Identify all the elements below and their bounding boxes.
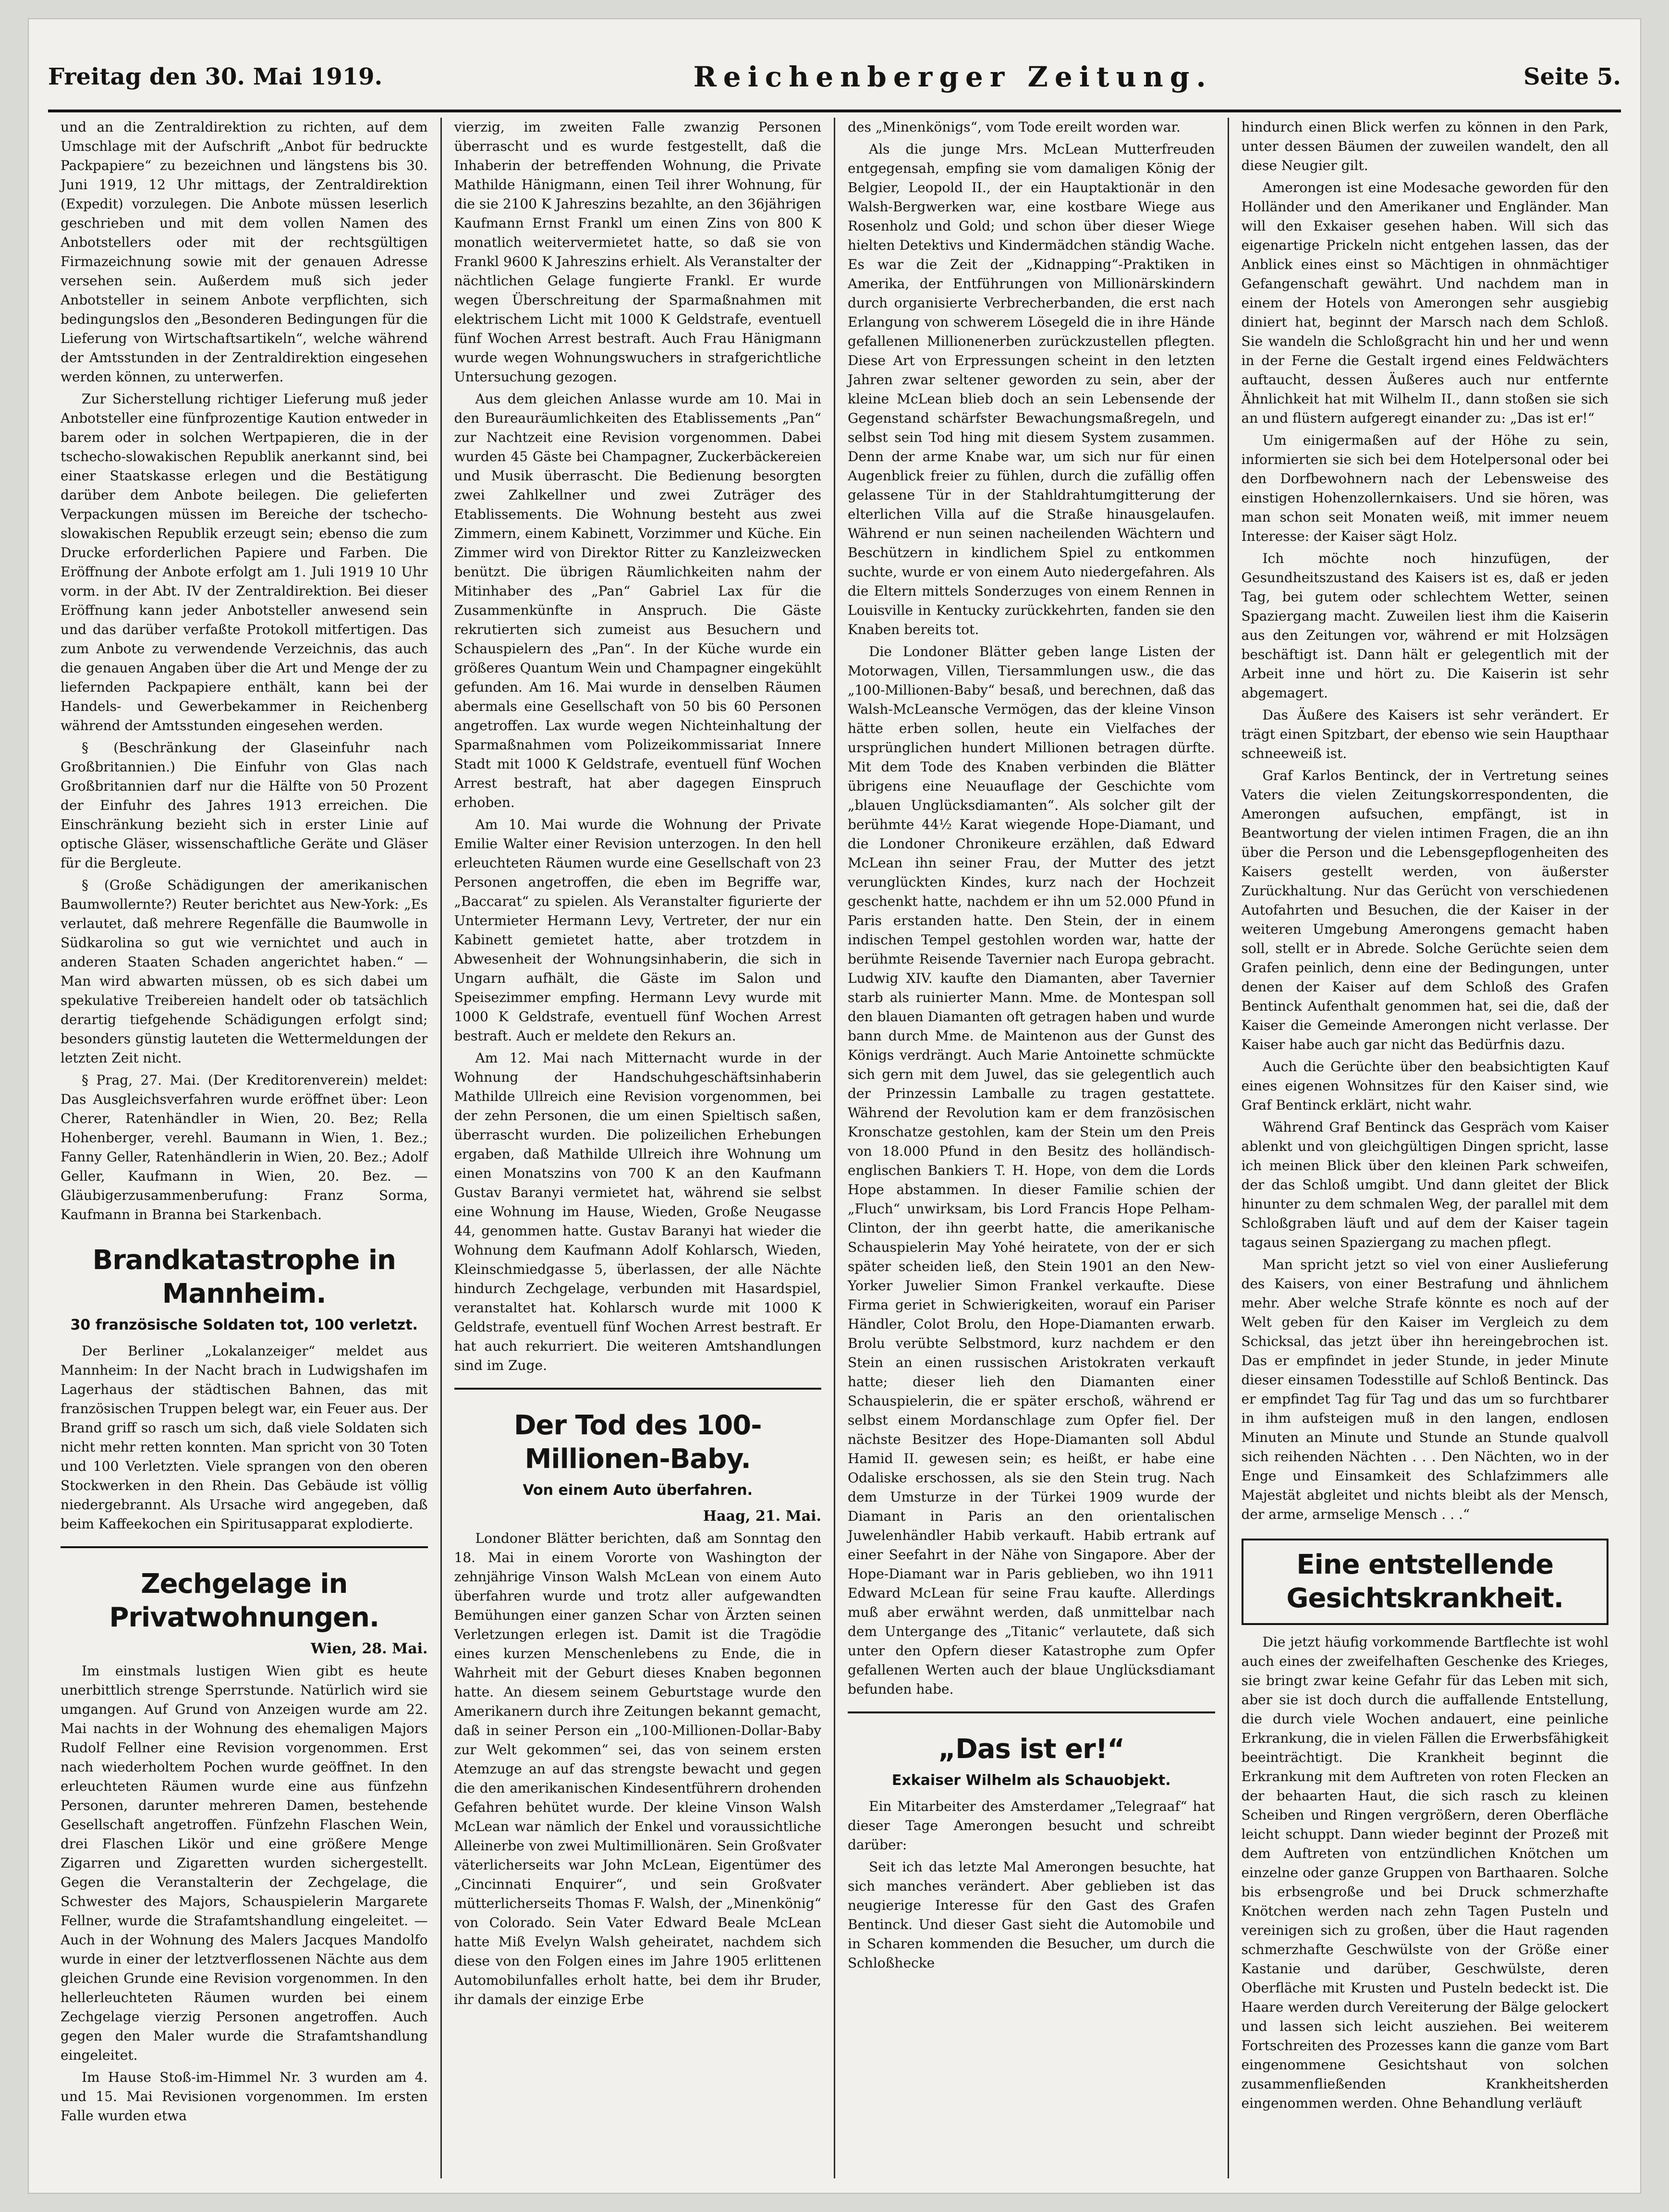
subheadline: Von einem Auto überfahren. [523,1482,753,1499]
paragraph: Seit ich das letzte Mal Amerongen besuchte, hat sich manches verändert. Aber geblieben ist das neugierige Interesse für den Gast des Grafen Bentinck. Und dieser Gast sieht die Automobile und in Scharen kommenden die Besucher, um durch die Schloßhecke [848,1859,1215,1971]
column-3 [835,118,1229,2178]
paragraph: Aus dem gleichen Anlasse wurde am 10. Mai in den Bureauräumlichkeiten des Etablissements „Pan“ zur Nachtzeit eine Revision vorgenommen. Dabei wurden 45 Gäste bei Champagner, Zuckerbäckereien und Musik überrascht. Die Bedienung besorgten zwei Zahlkellner und zwei Zuträger des Etablissements. Die Wohnung besteht aus zwei Zimmern, einem Kabinett, Vorzimmer und Küche. Ein Zimmer wird von Direktor Ritter zu Kanzleizwecken benützt. Die übrigen Räumlichkeiten nahm der Mitinhaber des „Pan“ Gabriel Lax für die Zusammenkünfte in Anspruch. Die Gäste rekrutierten sich zumeist aus Besuchern und Schauspielern des „Pan“. In der Küche wurde ein größeres Quantum Wein und Champagner eingekühlt gefunden. Am 16. Mai wurde in denselben Räumen abermals eine Gesellschaft von 50 bis 60 Personen angetroffen. Lax wurde wegen Nichteinhaltung der Sparmaßnahmen vom Polizeikommissariat Innere Stadt mit 1000 K Geldstrafe, eventuell fünf Wochen Arrest bestraft, hat aber dagegen Einspruch erhoben. [454,391,821,810]
divider [848,1711,1215,1713]
masthead: Reichenberger Zeitung. [693,61,1213,93]
paragraph: Auch die Gerüchte über den beabsichtigten Kauf eines eigenen Wohnsitzes für den Kaiser sind, wie Graf Bentinck erklärt, nicht wahr. [1241,1059,1608,1113]
page-number: Seite 5. [1523,63,1621,90]
column-1 [48,118,442,2178]
column-4 [1229,118,1621,2178]
paragraph: Der Berliner „Lokalanzeiger“ meldet aus Mannheim: In der Nacht brach in Ludwigshafen im Lagerhaus der städtischen Bahnen, das mit französischen Truppen belegt war, ein Feuer aus. Der Brand griff so rasch um sich, daß viele Soldaten sich nicht mehr retten konnten. Man spricht von 30 Toten und 100 Verletzten. Viele sprangen von den oberen Stockwerken in den Rhein. Das Gebäude ist völlig niedergebrannt. Als Ursache wird angegeben, daß beim Kaffeekochen ein Spiritusapparat explodierte. [61,1343,428,1532]
paragraph: Während Graf Bentinck das Gespräch vom Kaiser ablenkt und von gleichgültigen Dingen spricht, lasse ich meinen Blick über den kleinen Park schweifen, der das Schloß umgibt. Und dann gleitet der Blick hinunter zu dem schmalen Weg, der parallel mit dem Schloßgraben läuft und auf dem der Kaiser tagein tagaus seinen Spaziergang zu machen pflegt. [1241,1119,1608,1250]
paragraph: hindurch einen Blick werfen zu können in den Park, unter dessen Bäumen der zuweilen wandelt, den all diese Neugier gilt. [1241,119,1608,173]
paragraph: Amerongen ist eine Modesache geworden für den Holländer und den Amerikaner und Engländer. Man will den Exkaiser gesehen haben. Will sich das eigenartige Prickeln nicht entgehen lassen, das der Anblick eines einst so Mächtigen in ohnmächtiger Gefangenschaft gewährt. Und nachdem man in einem der Hotels von Amerongen sehr ausgiebig diniert hat, beginnt der Marsch nach dem Schloß. Sie wandeln die Schloßgracht hin und her und wenn in der Ferne die Gestalt irgend eines Feldwächters auftaucht, dessen Äußeres auch nur entfernte Ähnlichkeit hat mit Wilhelm II., dann stoßen sie sich an und flüstern aufgeregt einander zu: „Das ist er!“ [1241,180,1608,426]
headline-zechgelage: Zechgelage in Privatwohnungen. [109,1568,379,1633]
paragraph: § (Beschränkung der Glaseinfuhr nach Großbritannien.) Die Einfuhr von Glas nach Großbritannien darf nur die Hälfte von 50 Prozent der Einfuhr des Jahres 1913 erreichen. Die Einschränkung bezieht sich in erster Linie auf optische Gläser, wissenschaftliche Geräte und Gläser für die Bergleute. [61,740,428,871]
dateline: Haag, 21. Mai. [703,1508,821,1525]
subheadline: 30 französische Soldaten tot, 100 verletzt. [70,1317,418,1333]
paragraph: Graf Karlos Bentinck, der in Vertretung seines Vaters die vielen Zeitungskorrespondenten, die Amerongen aufsuchen, empfängt, ist in Beantwortung der vielen intimen Fragen, die an ihn über die Person und die Lebensgepflogenheiten des Kaisers gestellt werden, von äußerster Zurückhaltung. Nur das Gerücht von verschiedenen Autofahrten und Besuchen, die der Kaiser in der weiteren Umgebung Amerongens gemacht haben soll, stellt er in Abrede. Solche Gerüchte seien dem Grafen peinlich, denn eine der Bedingungen, unter denen der Kaiser auf dem Schloß des Grafen Bentinck Aufenthalt genommen hat, sei die, daß der Kaiser die Gemeinde Amerongen nicht verlasse. Der Kaiser habe auch gar nicht das Bedürfnis dazu. [1241,768,1608,1052]
paragraph: Im Hause Stoß-im-Himmel Nr. 3 wurden am 4. und 15. Mai Revisionen vorgenommen. Im ersten Falle wurden etwa [61,2069,428,2124]
paragraph: Im einstmals lustigen Wien gibt es heute unerbittlich strenge Sperrstunde. Natürlich wird sie umgangen. Auf Grund von Anzeigen wurde am 22. Mai nachts in der Wohnung des ehemaligen Majors Rudolf Fellner eine Revision vorgenommen. Erst nach wiederholtem Pochen wurde geöffnet. In den erleuchteten Räumen wurde eine aus fünfzehn Personen, darunter mehreren Damen, bestehende Gesellschaft angetroffen. Fünfzehn Flaschen Wein, drei Flaschen Likör und eine größere Menge Zigarren und Zigaretten wurden sichergestellt. Gegen die Veranstalterin der Zechgelage, die Schwester des Majors, Schauspielerin Margarete Fellner, wurde die Strafamtshandlung eingeleitet. — Auch in der Wohnung des Malers Jacques Mandolfo wurde in einer der letztverflossenen Nächte aus dem gleichen Grunde eine Revision vorgenommen. In den hellerleuchteten Räumen wurden bei einem Zechgelage vierzig Personen angetroffen. Auch gegen den Maler wurde die Strafamtshandlung eingeleitet. [61,1663,428,2063]
columns [48,118,1621,2178]
headline-100-millionen-baby: Der Tod des 100-Millionen-Baby. [514,1410,762,1475]
paragraph: Die Londoner Blätter geben lange Listen der Motorwagen, Villen, Tiersammlungen usw., die das „100-Millionen-Baby“ besaß, und berechnen, daß das Walsh-McLeansche Vermögen, das der kleine Vinson hätte erben sollen, heute ein Vielfaches der ursprünglichen hundert Millionen betragen dürfte. Mit dem Tode des Knaben verbinden die Blätter übrigens eine Neuauflage der Geschichte vom „blauen Unglücksdiamanten“. Als solcher gilt der berühmte 44½ Karat wiegende Hope-Diamant, und die Londoner Chronikeure erzählen, daß Edward McLean ihn seiner Frau, der Mutter des jetzt verunglückten Kindes, kurz nach der Hochzeit geschenkt hatte, nachdem er ihn um 52.000 Pfund in Paris erstanden hatte. Den Stein, der in einem indischen Tempel gestohlen worden war, hatte der berühmte Reisende Tavernier nach Europa gebracht. Ludwig XIV. kaufte den Diamanten, aber Tavernier starb als ruinierter Mann. Mme. de Montespan soll den blauen Diamanten oft getragen haben und wurde bann durch Mme. de Maintenon aus der Gunst des Königs verdrängt. Auch Marie Antoinette schmückte sich gern mit dem Juwel, das sie gelegentlich auch der Prinzessin Lamballe zu tragen gestattete. Während der Revolution kam er dem französischen Kronschatze gestohlen, kam der Stein um den Preis von 18.000 Pfund in den Besitz des holländisch-englischen Bankiers T. H. Hope, von dem die Lords Hope abstammen. In dieser Familie schien der „Fluch“ unwirksam, bis Lord Francis Hope Pelham-Clinton, der ihn geerbt hatte, die amerikanische Schauspielerin May Yohé heiratete, von der er sich später scheiden ließ, den Stein 1901 an den New-Yorker Juwelier Simon Frankel verkaufte. Diese Firma geriet in Schwierigkeiten, worauf ein Pariser Händler, Colot Brolu, den Hope-Diamanten erwarb. Brolu verübte Selbstmord, kurz nachdem er den Stein an einen russischen Aristokraten verkauft hatte; dieser lieh den Diamanten einer Schauspielerin, die er später erschoß, während er selbst einem Mordanschlage zum Opfer fiel. Der nächste Besitzer des Hope-Diamanten soll Abdul Hamid II. gewesen sein; es heißt, er habe eine Odaliske erschossen, als sie den Stein trug. Nach dem Umsturze in der Türkei 1909 wurde der Diamant in Paris an den orientalischen Juwelenhändler Habib verkauft. Habib ertrank auf einer Seefahrt in der Nähe von Singapore. Aber der Hope-Diamant war in Paris geblieben, wo ihn 1911 Edward McLean für seine Frau kaufte. Allerdings muß aber erwähnt werden, daß unmittelbar nach dem Untergange des „Titanic“ verlautete, daß sich unter den Opfern dieser Katastrophe zum Opfer gefallenen Werten auch der blaue Unglücksdiamant befunden habe. [848,644,1215,1697]
headline-box [1242,1539,1609,1625]
headline-brandkatastrophe: Brandkatastrophe in Mannheim. [92,1245,396,1309]
paragraph: Londoner Blätter berichten, daß am Sonntag den 18. Mai in einem Vororte von Washington der zehnjährige Vinson Walsh McLean von einem Auto überfahren wurde und trotz aller aufgewandten Bemühungen einer ganzen Schar von Ärzten seinen Verletzungen erlegen ist. Damit ist die Tragödie eines kurzen Menschenlebens zu Ende, die in Wahrheit mit der Geburt dieses Knaben begonnen hatte. An diesem seinem Geburtstage wurde den Amerikanern durch ihre Zeitungen bekannt gemacht, daß in seiner Person ein „100-Millionen-Dollar-Baby zur Welt gekommen“ sei, das von seinem ersten Atemzuge an auf das strengste bewacht und gegen die den amerikanischen Kindesentführern drohenden Gefahren behütet wurde. Der kleine Vinson Walsh McLean war nämlich der Enkel und voraussichtliche Alleinerbe von zwei Multimillionären. Sein Großvater väterlicherseits war John McLean, Eigentümer des „Cincinnati Enquirer“, und sein Großvater mütterlicherseits Thomas F. Walsh, der „Minenkönig“ von Colorado. Sein Vater Edward Beale McLean hatte Miß Evelyn Walsh geheiratet, nachdem sich diese von den Folgen eines im Jahre 1905 erlittenen Automobilunfalles erholt hatte, bei dem ihr Bruder, ihr damals der einzige Erbe [454,1530,821,2007]
newspaper-page [29,19,1640,2193]
divider [61,1546,428,1548]
header-rule [48,110,1621,112]
paragraph: Das Äußere des Kaisers ist sehr verändert. Er trägt einen Spitzbart, der ebenso wie sein Haupthaar schneeweiß ist. [1241,707,1608,761]
issue-date: Freitag den 30. Mai 1919. [48,63,383,90]
paragraph: des „Minenkönigs“, vom Tode ereilt worden war. [848,119,1181,135]
paragraph: Um einigermaßen auf der Höhe zu sein, informierten sie sich bei dem Hotelpersonal oder bei den Dorfbewohnern nach der Lebensweise des einstigen Hohenzollernkaisers. Und sie hören, was man schon seit Monaten weiß, mit immer neuem Interesse: der Kaiser sägt Holz. [1241,432,1608,544]
headline-das-ist-er: „Das ist er!“ [938,1734,1125,1765]
divider [454,1388,822,1390]
headline-gesichtskrankheit: Eine entstellende Gesichtskrankheit. [1286,1549,1563,1614]
paragraph: Am 12. Mai nach Mitternacht wurde in der Wohnung der Handschuhgeschäftsinhaberin Mathilde Ullreich eine Revision vorgenommen, bei der zehn Personen, die um einen Spieltisch saßen, überrascht wurden. Die polizeilichen Erhebungen ergaben, daß Mathilde Ullreich ihre Wohnung um einen Monatszins von 700 K an den Kaufmann Gustav Baranyi vermietet hat, während sie selbst eine Wohnung im Hause, Wieden, Große Neugasse 44, genommen hatte. Gustav Baranyi hat wieder die Wohnung dem Kaufmann Adolf Kohlarsch, Wieden, Kleinschmiedgasse 5, überlassen, der alle Nächte hindurch Zechgelage, verbunden mit Hasardspiel, veranstaltet hat. Kohlarsch wurde mit 1000 K Geldstrafe, eventuell fünf Wochen Arrest bestraft. Er hat auch rekurriert. Die weiteren Amtshandlungen sind im Zuge. [454,1050,821,1373]
paragraph: Als die junge Mrs. McLean Mutterfreuden entgegensah, empfing sie vom damaligen König der Belgier, Leopold II., der ein Hauptaktionär in den Walsh-Bergwerken war, eine kostbare Wiege aus Rosenholz und Gold; und schon über dieser Wiege hielten Detektivs und Kindermädchen ständig Wache. Es war die Zeit der „Kidnapping“-Praktiken in Amerika, der Entführungen von Millionärskindern durch organisierte Verbrecherbanden, die erst nach Erlangung von schwerem Lösegeld die in ihre Hände gefallenen Millionenerben zurückzustellen pflegten. Diese Art von Erpressungen scheint in den letzten Jahren zwar seltener geworden zu sein, aber der kleine McLean blieb doch an sein Lebensende der Gegenstand schärfster Bewachungsmaßregeln, und selbst sein Tod hing mit diesem System zusammen. Denn der arme Knabe war, um sich nur für einen Augenblick freier zu fühlen, durch die zufällig offen gelassene Tür in der Stahldrahtumgitterung der elterlichen Villa auf die Straße hinausgelaufen. Während er nun seinen nacheilenden Wächtern und Beschützern in kindlichem Spiel zu entkommen suchte, wurde er von einem Auto niedergefahren. Als die Eltern mittels Sonderzuges von einem Rennen in Louisville in Kentucky zurückkehrten, fanden sie den Knaben bereits tot. [848,141,1215,637]
paragraph: § Prag, 27. Mai. (Der Kreditorenverein) meldet: Das Ausgleichsverfahren wurde eröffnet über: Leon Cherer, Ratenhändler in Wien, 20. Bez; Rella Hohenberger, verehl. Baumann in Wien, 1. Bez.; Fanny Geller, Ratenhändlerin in Wien, 20. Bez.; Adolf Geller, Kaufmann in Wien, 20. Bez. — Gläubigerzusammenberufung: Franz Sorma, Kaufmann in Branna bei Starkenbach. [61,1072,428,1222]
paragraph: Man spricht jetzt so viel von einer Auslieferung des Kaisers, von einer Bestrafung und ähnlichem mehr. Aber welche Strafe könnte es noch auf der Welt geben für den Kaiser im Vergleich zu dem Schicksal, das jetzt über ihn hereingebrochen ist. Das er empfindet in jeder Stunde, in jeder Minute dieser einsamen Todesstille auf Schloß Bentinck. Das er empfindet Tag für Tag und das um so furchtbarer in ihm aufsteigen muß in den langen, endlosen Minuten an Minute und Stunde an Stunde qualvoll sich reihenden Nächten . . . Den Nächten, wo in der Enge und Einsamkeit des Schlafzimmers alle Majestät abgleitet und nichts bleibt als der Mensch, der arme, armselige Mensch . . .“ [1241,1257,1608,1522]
column-2 [442,118,836,2178]
paragraph: Ich möchte noch hinzufügen, der Gesundheitszustand des Kaisers ist es, daß er jeden Tag, bei gutem oder schlechtem Wetter, seinen Spaziergang macht. Zuweilen liest ihm die Kaiserin aus den Zeitungen vor, während er mit Holzsägen beschäftigt ist. Dann hält er gelegentlich mit der Arbeit inne und hört zu. Die Kaiserin ist sehr abgemagert. [1241,550,1608,701]
subheadline: Exkaiser Wilhelm als Schauobjekt. [891,1772,1171,1789]
paragraph: § (Große Schädigungen der amerikanischen Baumwollernte?) Reuter berichtet aus New-York: „Es verlautet, daß mehrere Regenfälle die Baumwolle in Südkarolina so gut wie vernichtet und auch in anderen Staaten Schaden angerichtet haben.“ — Man wird abwarten müssen, ob es sich dabei um spekulative Treibereien handelt oder ob tatsächlich derartig tiefgehende Schädigungen erfolgt sind; besonders günstig lauteten die Wettermeldungen der letzten Zeit nicht. [61,877,428,1066]
paragraph: Zur Sicherstellung richtiger Lieferung muß jeder Anbotsteller eine fünfprozentige Kaution entweder in barem oder in solchen Wertpapieren, die in der tschecho-slowakischen Republik anerkannt sind, bei einer Staatskasse erlegen und die Bestätigung darüber dem Anbote beilegen. Die gelieferten Verpackungen müssen im Bereiche der tschecho-slowakischen Republik erzeugt sein; ebenso die zum Drucke erforderlichen Papiere und Farben. Die Eröffnung der Anbote erfolgt am 1. Juli 1919 10 Uhr vorm. in der Abt. IV der Zentraldirektion. Bei dieser Eröffnung kann jeder Anbotsteller anwesend sein und das darüber verfaßte Protokoll mitfertigen. Das zum Anbote zu verwendende Verzeichnis, das auch die genauen Angaben über die Art und Menge der zu liefernden Packpapiere enthält, kann bei der Handels- und Gewerbekammer in Reichenberg während der Amtsstunden eingesehen werden. [61,391,428,733]
page-header [48,48,1621,106]
paragraph: vierzig, im zweiten Falle zwanzig Personen überrascht und es wurde festgestellt, daß die Inhaberin der betreffenden Wohnung, die Private Mathilde Hänigmann, einen Teil ihrer Wohnung, für die sie 2100 K Jahreszins bezahlte, an den 36jährigen Kaufmann Ernst Frankl um einen Zins von 800 K monatlich weitervermietet hatte, so daß sie von Frankl 9600 K Jahreszins erhielt. Als Veranstalter der nächtlichen Gelage fungierte Frankl. Er wurde wegen Überschreitung der Sparmaßnahmen mit elektrischem Licht mit 1000 K Geldstrafe, eventuell fünf Wochen Arrest bestraft. Auch Frau Hänigmann wurde wegen Wohnungswuchers in strafgerichtliche Untersuchung gezogen. [454,119,821,385]
paragraph: Die jetzt häufig vorkommende Bartflechte ist wohl auch eines der zweifelhaften Geschenke des Krieges, sie bringt zwar keine Gefahr für das Leben mit sich, aber sie ist doch durch die auffallende Entstellung, die durch viele Wochen andauert, eine peinliche Erkrankung, die in vielen Fällen die Erwerbsfähigkeit beeinträchtigt. Die Krankheit beginnt die Erkrankung mit dem Auftreten von roten Flecken an der behaarten Haut, die sich rasch zu kleinen Scheiben und Ringen vergrößern, deren Oberfläche leicht schuppt. Dann wieder beginnt der Prozeß mit dem Auftreten von entzündlichen Knötchen um einzelne oder ganze Gruppen von Barthaaren. Solche bis erbsengroße und bei Druck schmerzhafte Knötchen werden nach zehn Tagen Pusteln und vereinigen sich zu großen, über die Haut ragenden schmerzhafte Geschwülste von der Größe einer Kastanie und darüber, Geschwülste, deren Oberfläche mit Krusten und Pusteln bedeckt ist. Die Haare werden durch Vereiterung der Bälge gelockert und lassen sich leicht ausziehen. Bei weiterem Fortschreiten des Prozesses kann die ganze vom Bart eingenommene Gesichtshaut von solchen zusammenfließenden Krankheitsherden eingenommen werden. Ohne Behandlung verläuft [1241,1634,1608,2111]
paragraph: Ein Mitarbeiter des Amsterdamer „Telegraaf“ hat dieser Tage Amerongen besucht und schreibt darüber: [848,1798,1215,1853]
paragraph: und an die Zentraldirektion zu richten, auf dem Umschlage mit der Aufschrift „Anbot für bedruckte Packpapiere“ zu bezeichnen und längstens bis 30. Juni 1919, 12 Uhr mittags, der Zentraldirektion (Expedit) vorzulegen. Die Anbote müssen leserlich geschrieben und mit dem vollen Namen des Anbotstellers oder mit der rechtsgültigen Firmazeichnung sowie mit der genauen Adresse versehen sein. Außerdem muß sich jeder Anbotsteller in seinem Anbote verpflichten, sich bedingungslos den „Besonderen Bedingungen für die Lieferung von Wirtschaftsartikeln“, welche während der Amtsstunden in der Zentraldirektion eingesehen werden können, zu unterwerfen. [61,119,428,385]
paragraph: Am 10. Mai wurde die Wohnung der Private Emilie Walter einer Revision unterzogen. In den hell erleuchteten Räumen wurde eine Gesellschaft von 23 Personen angetroffen, die eben im Begriffe war, „Baccarat“ zu spielen. Als Veranstalter figurierte der Untermieter Hermann Levy, Vertreter, der nur ein Kabinett gemietet hatte, aber trotzdem in Abwesenheit der Wohnungsinhaberin, die sich in Ungarn aufhält, die Gäste im Salon und Speisezimmer empfing. Hermann Levy wurde mit 1000 K Geldstrafe, eventuell fünf Wochen Arrest bestraft. Auch er meldete den Rekurs an. [454,817,821,1044]
dateline: Wien, 28. Mai. [311,1640,428,1657]
